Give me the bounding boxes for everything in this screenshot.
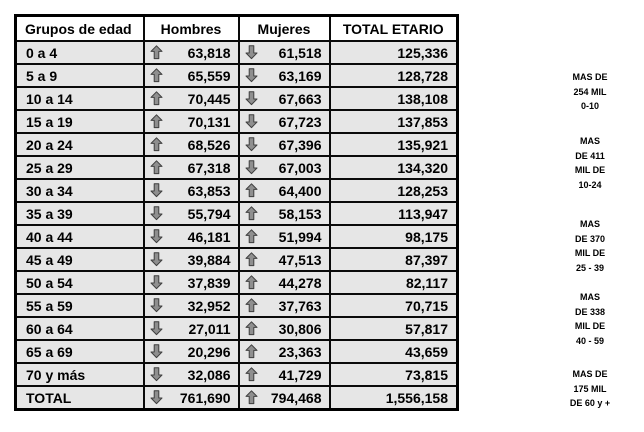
hombres-cell [144, 317, 239, 340]
age-group-cell [16, 294, 144, 317]
total-cell [330, 363, 458, 386]
hombres-cell [144, 87, 239, 110]
age-group-label: 5 a 9 [26, 67, 58, 84]
header-mujeres: Mujeres [239, 16, 330, 42]
down-arrow-icon [245, 45, 258, 60]
total-value: 128,728 [397, 67, 448, 84]
mujeres-value: 67,723 [278, 113, 322, 130]
hombres-cell [144, 133, 239, 156]
mujeres-value: 41,729 [278, 366, 322, 383]
down-arrow-icon [150, 206, 163, 221]
total-value: 128,253 [397, 182, 448, 199]
annotation-line: MAS [580, 292, 600, 302]
age-group-cell [16, 271, 144, 294]
total-value: 134,320 [397, 159, 448, 176]
age-group-cell [16, 386, 144, 410]
hombres-value: 27,011 [188, 320, 231, 337]
hombres-value: 55,794 [187, 205, 231, 222]
up-arrow-icon [245, 275, 258, 290]
mujeres-cell [239, 202, 330, 225]
annotation-line: DE 370 [574, 233, 606, 244]
annotation-line: 10-24 [578, 179, 602, 190]
mujeres-value: 23,363 [278, 343, 322, 360]
total-cell [330, 41, 458, 64]
total-cell [330, 87, 458, 110]
total-value: 1,556,158 [385, 389, 448, 406]
total-value: 82,117 [405, 274, 448, 291]
total-value: 57,817 [405, 320, 448, 337]
hombres-value: 63,818 [187, 44, 231, 61]
mujeres-value: 794,468 [270, 389, 322, 406]
annotation-line: DE 411 [575, 150, 605, 161]
age-group-label: 20 a 24 [26, 136, 73, 153]
down-arrow-icon [150, 321, 163, 336]
header-row [16, 16, 458, 42]
up-arrow-icon [245, 344, 258, 359]
annotation-line: MIL DE [574, 248, 606, 258]
mujeres-value: 63,169 [278, 67, 322, 84]
header-grupos-de-edad: Grupos de edad [16, 16, 144, 42]
age-group-label: 60 a 64 [26, 320, 73, 337]
down-arrow-icon [150, 229, 163, 244]
down-arrow-icon [245, 68, 258, 83]
hombres-cell [144, 248, 239, 271]
hombres-value: 63,853 [187, 182, 231, 199]
annotation-line: MIL DE [574, 321, 606, 331]
age-group-cell [16, 248, 144, 271]
age-group-cell [16, 179, 144, 202]
annotation-25-39 [546, 217, 634, 275]
total-value: 113,947 [398, 205, 448, 222]
up-arrow-icon [245, 252, 258, 267]
mujeres-value: 30,806 [278, 320, 322, 337]
annotation-line: DE 60 y + [569, 398, 611, 408]
hombres-value: 761,690 [179, 389, 231, 406]
mujeres-cell [239, 133, 330, 156]
annotation-40-59 [546, 290, 634, 348]
age-group-cell [16, 225, 144, 248]
down-arrow-icon [245, 114, 258, 129]
mujeres-cell [239, 179, 330, 202]
up-arrow-icon [150, 45, 163, 60]
up-arrow-icon [150, 114, 163, 129]
total-cell [330, 248, 458, 271]
table-row [16, 64, 458, 87]
up-arrow-icon [150, 160, 163, 175]
annotation-line: MAS [580, 219, 600, 229]
up-arrow-icon [245, 390, 258, 405]
total-cell [330, 271, 458, 294]
age-group-label: TOTAL [26, 389, 72, 406]
up-arrow-icon [245, 206, 258, 221]
total-value: 87,397 [405, 251, 448, 268]
hombres-cell [144, 363, 239, 386]
hombres-value: 37,839 [187, 274, 231, 291]
up-arrow-icon [245, 229, 258, 244]
age-group-label: 15 a 19 [26, 113, 73, 130]
table-row [16, 202, 458, 225]
age-group-cell [16, 317, 144, 340]
table-row [16, 41, 458, 64]
down-arrow-icon [245, 137, 258, 152]
mujeres-value: 44,278 [278, 274, 322, 291]
hombres-value: 32,086 [187, 366, 231, 383]
up-arrow-icon [245, 367, 258, 382]
up-arrow-icon [150, 91, 163, 106]
total-cell [330, 317, 458, 340]
age-group-label: 55 a 59 [26, 297, 73, 314]
age-group-label: 25 a 29 [26, 159, 73, 176]
age-group-cell [16, 41, 144, 64]
age-group-cell [16, 156, 144, 179]
hombres-value: 67,318 [187, 159, 231, 176]
annotation-line: 254 MIL [573, 86, 607, 97]
total-value: 43,659 [405, 343, 448, 360]
total-cell [330, 179, 458, 202]
up-arrow-icon [150, 137, 163, 152]
age-group-cell [16, 87, 144, 110]
table-row [16, 87, 458, 110]
total-value: 138,108 [397, 90, 448, 107]
age-group-label: 10 a 14 [26, 90, 73, 107]
total-cell [330, 133, 458, 156]
mujeres-cell [239, 64, 330, 87]
table-body [16, 41, 458, 410]
age-group-cell [16, 133, 144, 156]
mujeres-value: 64,400 [278, 182, 322, 199]
table-row [16, 363, 458, 386]
age-group-label: 30 a 34 [26, 182, 73, 199]
down-arrow-icon [150, 298, 163, 313]
annotation-60-plus [546, 367, 634, 411]
table-row [16, 248, 458, 271]
table-row [16, 271, 458, 294]
table-row [16, 156, 458, 179]
total-value: 125,336 [397, 44, 448, 61]
hombres-value: 70,131 [187, 113, 231, 130]
up-arrow-icon [245, 298, 258, 313]
down-arrow-icon [150, 275, 163, 290]
table-row [16, 110, 458, 133]
hombres-cell [144, 156, 239, 179]
hombres-cell [144, 202, 239, 225]
up-arrow-icon [245, 183, 258, 198]
down-arrow-icon [245, 91, 258, 106]
annotation-line: 0-10 [580, 101, 599, 111]
age-group-label: 50 a 54 [26, 274, 73, 291]
mujeres-cell [239, 363, 330, 386]
mujeres-cell [239, 294, 330, 317]
age-group-cell [16, 64, 144, 87]
mujeres-cell [239, 271, 330, 294]
mujeres-value: 37,763 [278, 297, 322, 314]
mujeres-value: 67,396 [278, 136, 322, 153]
age-group-label: 35 a 39 [26, 205, 73, 222]
header-total-etario: TOTAL ETARIO [330, 16, 458, 42]
hombres-cell [144, 41, 239, 64]
table-row [16, 225, 458, 248]
mujeres-cell [239, 248, 330, 271]
total-value: 98,175 [405, 228, 448, 245]
mujeres-cell [239, 41, 330, 64]
table-row [16, 179, 458, 202]
age-group-label: 45 a 49 [26, 251, 73, 268]
age-group-cell [16, 340, 144, 363]
down-arrow-icon [150, 183, 163, 198]
hombres-cell [144, 179, 239, 202]
header-hombres: Hombres [144, 16, 239, 42]
mujeres-value: 47,513 [278, 251, 322, 268]
total-cell [330, 64, 458, 87]
table-row [16, 294, 458, 317]
annotation-line: MAS [580, 136, 600, 146]
hombres-value: 65,559 [187, 67, 231, 84]
hombres-value: 32,952 [187, 297, 231, 314]
hombres-value: 68,526 [187, 136, 231, 153]
total-cell [330, 340, 458, 363]
age-group-cell [16, 110, 144, 133]
up-arrow-icon [150, 68, 163, 83]
table-row [16, 386, 458, 410]
mujeres-cell [239, 110, 330, 133]
mujeres-value: 51,994 [278, 228, 322, 245]
age-groups-table [14, 14, 459, 411]
total-value: 73,815 [405, 366, 448, 383]
mujeres-cell [239, 225, 330, 248]
table-row [16, 317, 458, 340]
down-arrow-icon [150, 344, 163, 359]
annotation-line: 175 MIL [573, 383, 607, 394]
age-group-label: 40 a 44 [26, 228, 73, 245]
hombres-value: 70,445 [187, 90, 231, 107]
hombres-cell [144, 225, 239, 248]
annotation-line: MAS DE [572, 72, 608, 82]
mujeres-cell [239, 317, 330, 340]
annotation-line: 40 - 59 [575, 335, 605, 346]
total-cell [330, 110, 458, 133]
total-value: 135,921 [397, 136, 448, 153]
mujeres-value: 61,518 [278, 44, 322, 61]
hombres-cell [144, 386, 239, 410]
annotation-line: MIL DE [574, 165, 606, 175]
annotation-line: DE 338 [574, 306, 606, 317]
hombres-cell [144, 110, 239, 133]
total-value: 70,715 [405, 297, 448, 314]
down-arrow-icon [150, 367, 163, 382]
total-cell [330, 294, 458, 317]
mujeres-cell [239, 386, 330, 410]
hombres-value: 39,884 [187, 251, 231, 268]
total-value: 137,853 [397, 113, 448, 130]
age-group-cell [16, 202, 144, 225]
mujeres-cell [239, 87, 330, 110]
down-arrow-icon [150, 390, 163, 405]
mujeres-cell [239, 340, 330, 363]
annotation-line: MAS DE [572, 369, 608, 379]
hombres-value: 46,181 [187, 228, 231, 245]
mujeres-value: 67,663 [278, 90, 322, 107]
hombres-value: 20,296 [187, 343, 231, 360]
hombres-cell [144, 271, 239, 294]
mujeres-value: 67,003 [278, 159, 322, 176]
hombres-cell [144, 294, 239, 317]
up-arrow-icon [245, 321, 258, 336]
age-group-label: 70 y más [26, 366, 86, 383]
mujeres-cell [239, 156, 330, 179]
mujeres-value: 58,153 [278, 205, 322, 222]
table-header [16, 16, 458, 42]
table-row [16, 133, 458, 156]
table-row [16, 340, 458, 363]
total-cell [330, 156, 458, 179]
down-arrow-icon [150, 252, 163, 267]
down-arrow-icon [245, 160, 258, 175]
hombres-cell [144, 64, 239, 87]
hombres-cell [144, 340, 239, 363]
age-group-cell [16, 363, 144, 386]
age-group-label: 0 a 4 [26, 44, 58, 61]
age-group-label: 65 a 69 [26, 343, 73, 360]
annotation-0-10 [546, 70, 634, 114]
annotation-line: 25 - 39 [575, 262, 605, 273]
total-cell [330, 386, 458, 410]
annotation-10-24 [546, 134, 634, 192]
total-cell [330, 202, 458, 225]
total-cell [330, 225, 458, 248]
